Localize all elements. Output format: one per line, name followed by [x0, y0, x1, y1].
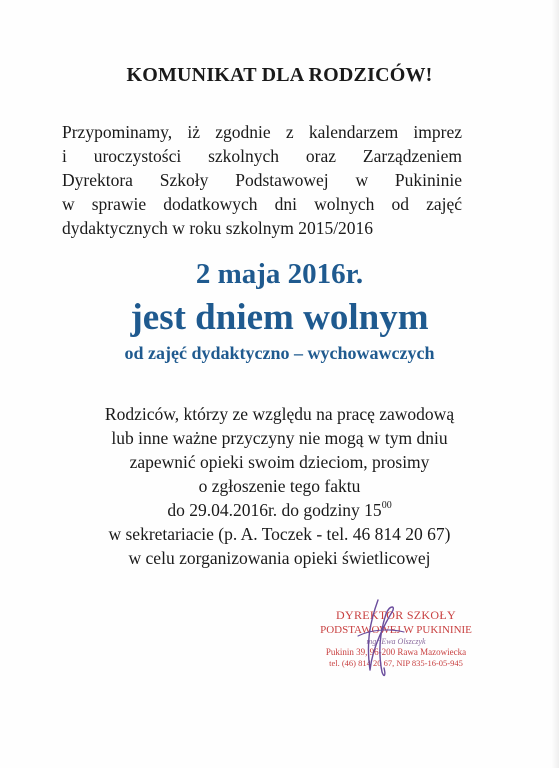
body-line: o zgłoszenie tego faktu	[198, 476, 361, 496]
body-line: zapewnić opieki swoim dzieciom, prosimy	[129, 452, 430, 472]
request-paragraph	[0, 402, 559, 570]
body-line: Rodziców, którzy ze względu na pracę zawodową	[104, 404, 455, 424]
intro-line: Przypominamy, iż zgodnie z kalendarzem imprez	[62, 122, 462, 142]
time-superscript: 00	[381, 500, 392, 511]
intro-line: Dyrektora Szkoły Podstawowej w Pukininie	[62, 170, 463, 190]
body-line: w celu zorganizowania opieki świetlicowej	[128, 548, 431, 568]
intro-paragraph	[62, 120, 462, 240]
highlight-free-day: jest dniem wolnym	[130, 297, 429, 338]
body-line: lub inne ważne przyczyny nie mogą w tym dniu	[111, 428, 448, 448]
body-line-deadline: do 29.04.2016r. do godziny $15^{00}$	[167, 500, 392, 520]
handwritten-signature	[300, 592, 430, 682]
highlight-subtitle: od zajęć dydaktyczno – wychowawczych	[124, 343, 435, 363]
intro-line: i uroczystości szkolnych oraz Zarządzeniem	[62, 146, 463, 166]
stamp-line: mgr Ewa Olszczyk	[366, 637, 426, 646]
page-edge-shadow	[551, 0, 559, 768]
intro-line: w sprawie dodatkowych dni wolnych od zajęć	[62, 194, 463, 214]
notice-title: KOMUNIKAT DLA RODZICÓW!	[126, 64, 433, 86]
stamp-line: DYREKTOR SZKOŁY	[336, 608, 456, 622]
body-line: w sekretariacie (p. A. Toczek - tel. 46 814 20 67)	[108, 524, 451, 544]
highlight-date: 2 maja 2016r.	[195, 258, 364, 290]
intro-line: dydaktycznych w roku szkolnym 2015/2016	[62, 218, 374, 238]
stamp-line: Pukinin 39, 96-200 Rawa Mazowiecka	[325, 647, 467, 657]
stamp-line: PODSTAWOWEJ W PUKININIE	[320, 624, 472, 636]
stamp-line: tel. (46) 814 20 67, NIP 835-16-05-945	[329, 658, 463, 668]
